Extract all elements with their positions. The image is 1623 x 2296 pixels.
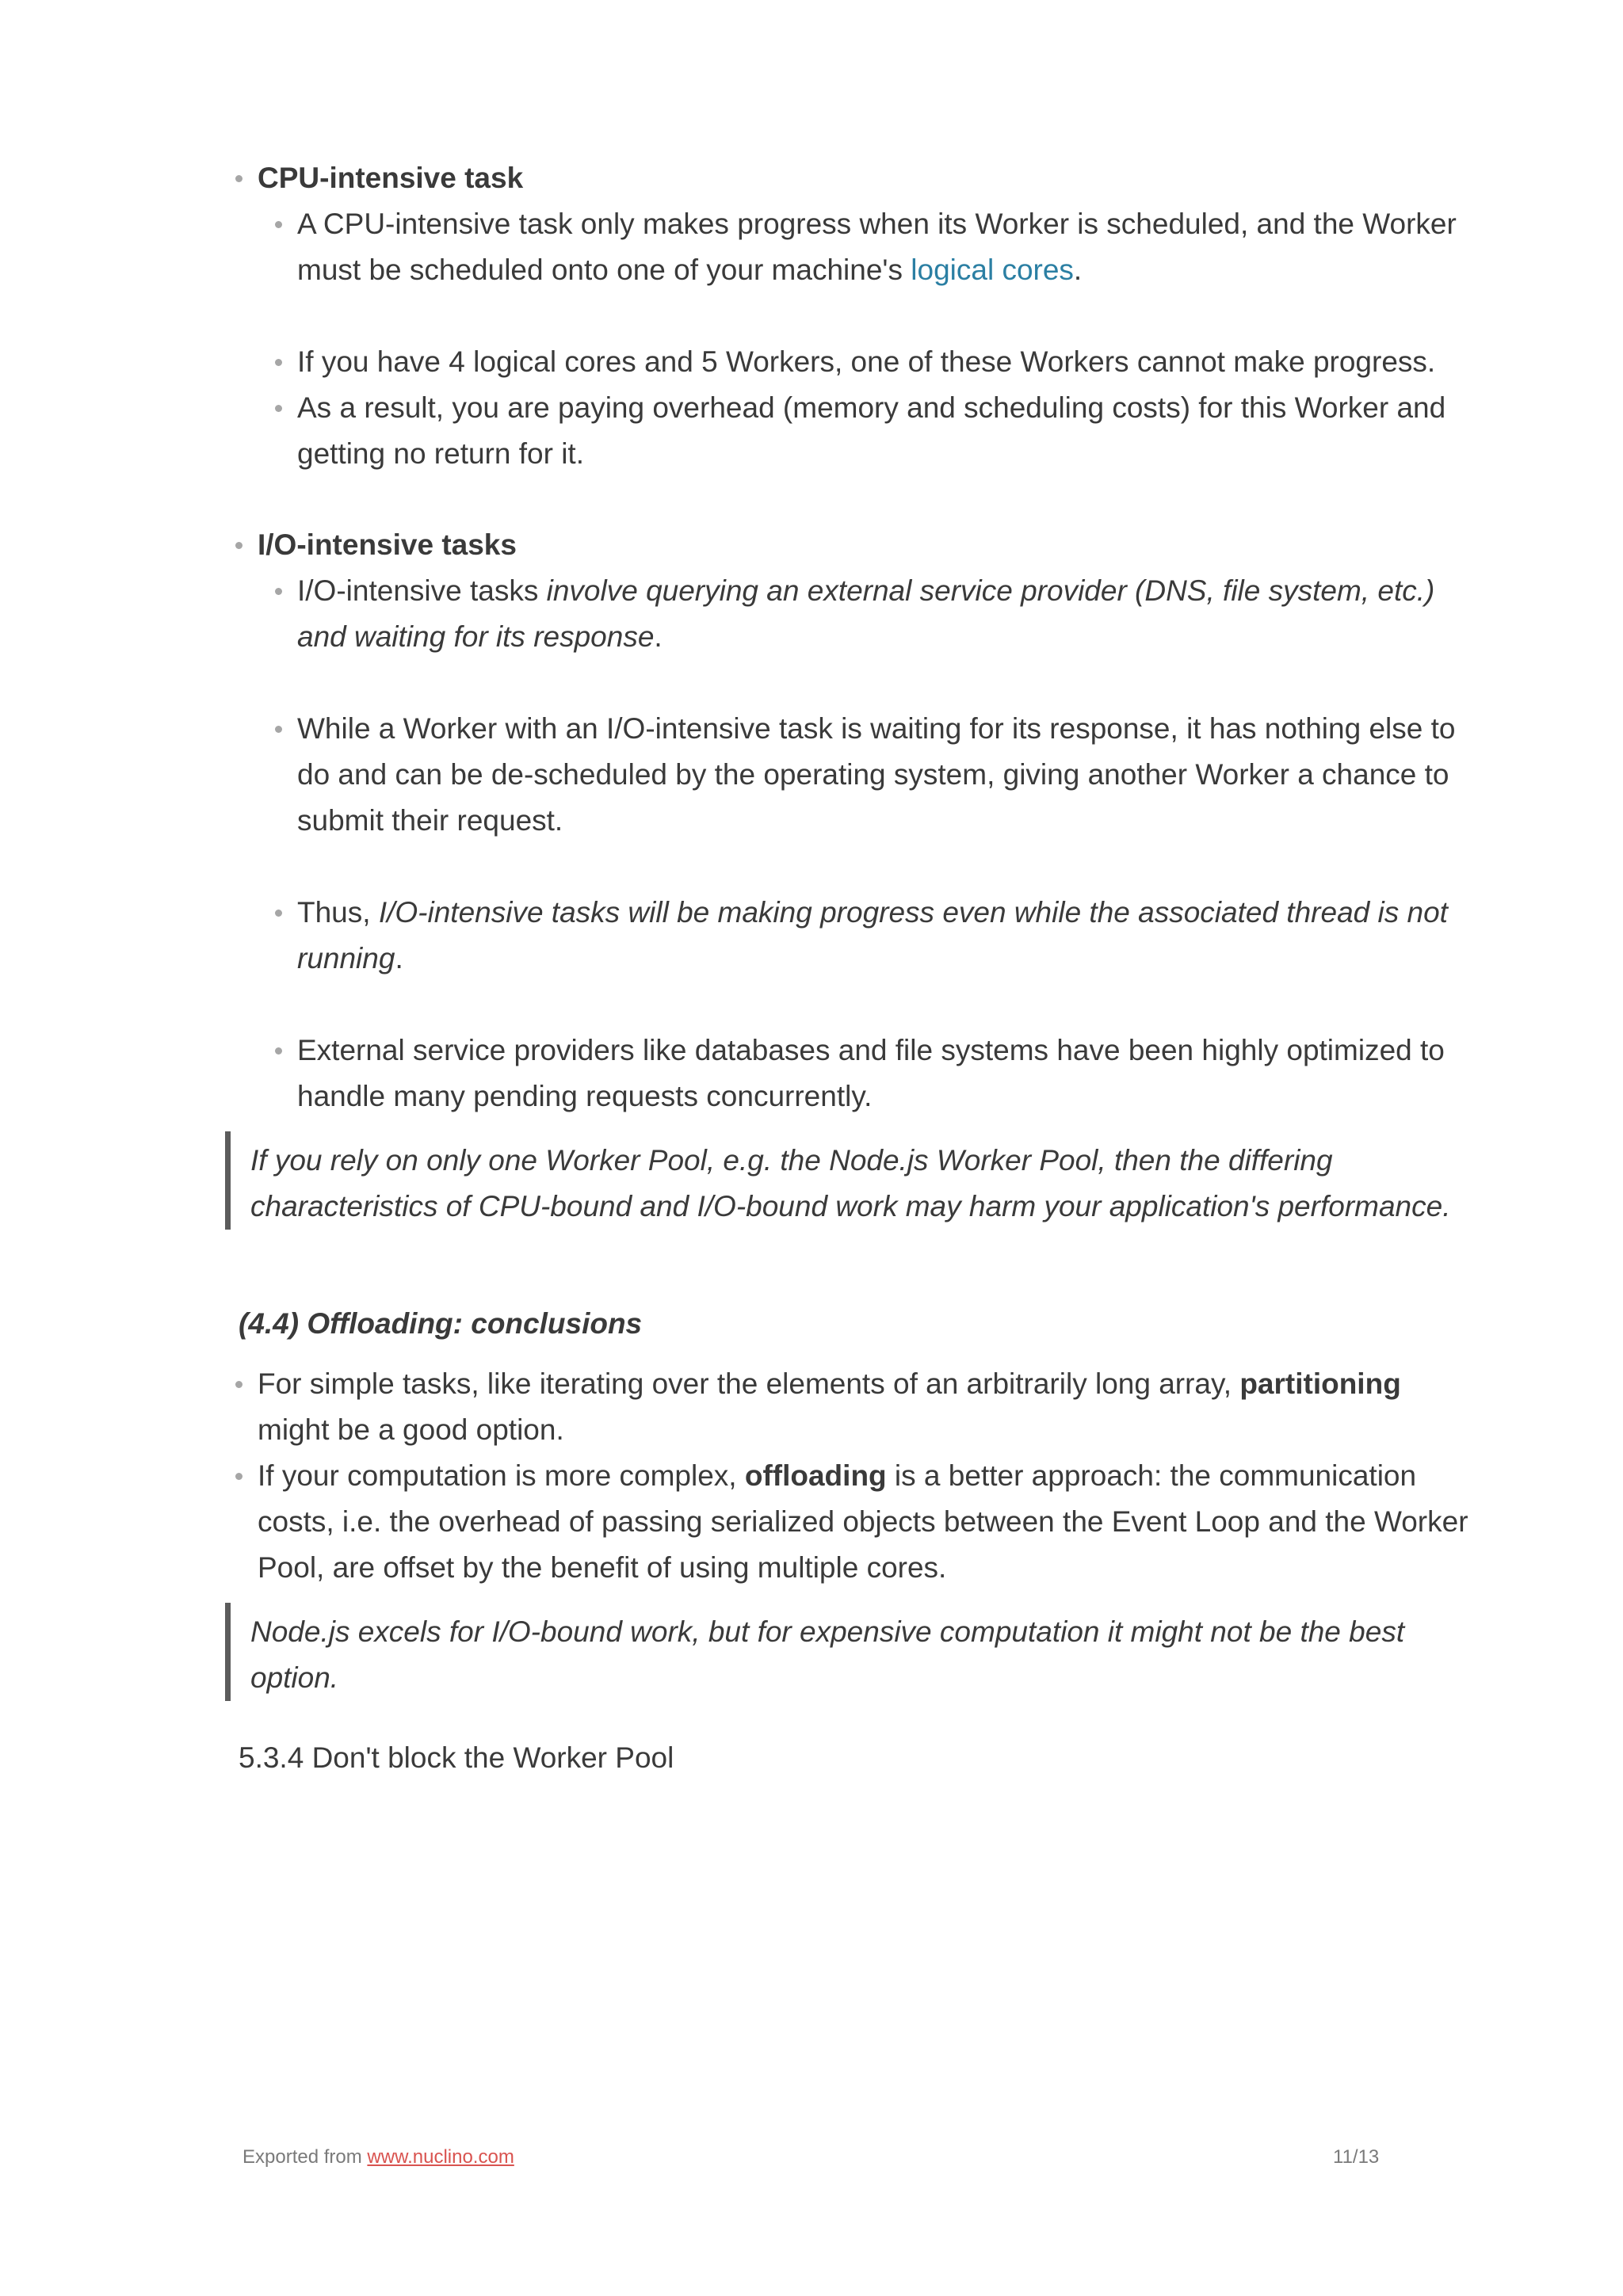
io-bullet-3-line-1: [297, 890, 1448, 936]
bullet-icon: [235, 175, 242, 182]
bullet-icon: [275, 1047, 282, 1055]
text-span: .: [1073, 254, 1083, 286]
nuclino-link[interactable]: www.nuclino.com: [367, 2146, 514, 2168]
page-number: 11/13: [1333, 2146, 1380, 2168]
blockquote-bar: [225, 1603, 231, 1701]
section-4-4-bullet-2-line-2: costs, i.e. the overhead of passing serialized objects between the Event Loop and the Worker: [258, 1505, 1468, 1538]
section-4-4-bullet-2-line-1: [258, 1453, 1416, 1499]
text-span: I/O-intensive tasks: [297, 574, 547, 607]
cpu-heading: CPU-intensive task: [258, 162, 524, 194]
io-bullet-3-line-2: [297, 936, 403, 982]
blockquote-2-line-2: option.: [250, 1661, 339, 1694]
cpu-bullet-3-line-2: getting no return for it.: [297, 437, 584, 470]
io-bullet-2-line-2: do and can be de-scheduled by the operating system, giving another Worker a chance to: [297, 758, 1449, 791]
bullet-icon: [235, 542, 242, 549]
text-span: I/O-intensive tasks will be making progress even while the associated thread is not: [378, 896, 1448, 929]
blockquote-bar: [225, 1131, 231, 1230]
blockquote-2-line-1: Node.js excels for I/O-bound work, but for expensive computation it might not be the best: [250, 1615, 1405, 1648]
text-span: Thus,: [297, 896, 379, 929]
section-4-4-heading: (4.4) Offloading: conclusions: [239, 1307, 643, 1340]
bullet-icon: [275, 726, 282, 733]
io-bullet-4-line-2: handle many pending requests concurrently.: [297, 1080, 873, 1112]
section-4-4-bullet-1-line-1: [258, 1361, 1401, 1407]
text-span: For simple tasks, like iterating over the elements of an arbitrarily long array,: [258, 1367, 1240, 1400]
cpu-bullet-3-line-1: As a result, you are paying overhead (memory and scheduling costs) for this Worker and: [297, 391, 1446, 424]
text-span: must be scheduled onto one of your machine's: [297, 254, 911, 286]
bullet-icon: [275, 588, 282, 595]
text-span: offloading: [744, 1459, 887, 1492]
bullet-icon: [235, 1473, 242, 1480]
cpu-bullet-1-line-1: A CPU-intensive task only makes progress when its Worker is scheduled, and the Worker: [297, 208, 1457, 240]
section-4-4-bullet-2-line-3: Pool, are offset by the benefit of using multiple cores.: [258, 1551, 947, 1584]
blockquote-1-line-2: characteristics of CPU-bound and I/O-bound work may harm your application's performance.: [250, 1190, 1451, 1222]
io-bullet-1-line-1: [297, 568, 1434, 614]
bullet-icon: [275, 221, 282, 228]
bullet-icon: [275, 405, 282, 412]
text-span: involve querying an external service provider (DNS, file system, etc.): [546, 574, 1435, 607]
bullet-icon: [235, 1381, 242, 1388]
text-span: and waiting for its response: [297, 620, 655, 653]
footer-export-note: [242, 2146, 514, 2168]
text-span: .: [654, 620, 663, 653]
logical-cores-link[interactable]: logical cores: [911, 254, 1074, 286]
text-span: partitioning: [1239, 1367, 1401, 1400]
bullet-icon: [275, 359, 282, 366]
io-bullet-4-line-1: External service providers like databases and file systems have been highly optimized to: [297, 1034, 1445, 1066]
section-5-3-4-heading: 5.3.4 Don't block the Worker Pool: [239, 1741, 674, 1774]
text-span: Exported from: [242, 2146, 368, 2168]
bullet-icon: [275, 910, 282, 917]
cpu-bullet-2: If you have 4 logical cores and 5 Workers, one of these Workers cannot make progress.: [297, 345, 1436, 378]
text-span: .: [395, 942, 403, 974]
text-span: running: [297, 942, 395, 974]
section-4-4-bullet-1-line-2: might be a good option.: [258, 1413, 564, 1446]
io-bullet-2-line-1: While a Worker with an I/O-intensive task is waiting for its response, it has nothing else to: [297, 712, 1456, 745]
blockquote-1-line-1: If you rely on only one Worker Pool, e.g. the Node.js Worker Pool, then the differing: [250, 1144, 1333, 1177]
cpu-bullet-1-line-2: [297, 247, 1082, 293]
io-bullet-2-line-3: submit their request.: [297, 804, 563, 837]
text-span: If your computation is more complex,: [258, 1459, 745, 1492]
io-bullet-1-line-2: [297, 614, 663, 660]
text-span: is a better approach: the communication: [886, 1459, 1417, 1492]
io-heading: I/O-intensive tasks: [258, 528, 517, 561]
